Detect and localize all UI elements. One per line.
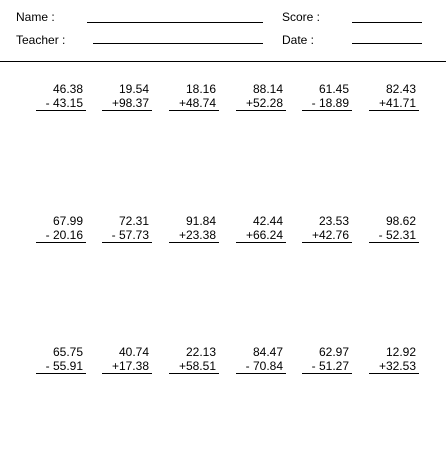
subtraction-problem <box>369 214 419 243</box>
subtraction-problem <box>236 214 286 243</box>
subtraction-problem <box>169 82 219 111</box>
teacher-label: Teacher : <box>16 33 66 47</box>
subtraction-problem <box>369 345 419 374</box>
score-blank[interactable] <box>352 22 422 23</box>
subtraction-problem <box>102 82 152 111</box>
top-number: 61.45 <box>318 82 349 96</box>
bottom-number: +48.74 <box>169 96 219 111</box>
subtraction-problem <box>169 214 219 243</box>
header-divider <box>0 61 446 62</box>
top-number: 67.99 <box>52 214 83 228</box>
subtraction-problem <box>236 345 286 374</box>
top-number: 40.74 <box>118 345 149 359</box>
bottom-number: - 55.91 <box>36 359 86 374</box>
bottom-number: - 51.27 <box>302 359 352 374</box>
subtraction-problem <box>36 82 86 111</box>
top-number: 12.92 <box>385 345 416 359</box>
bottom-number: - 57.73 <box>102 228 152 243</box>
top-number: 65.75 <box>52 345 83 359</box>
subtraction-problem <box>36 345 86 374</box>
teacher-blank[interactable] <box>93 43 263 44</box>
top-number: 72.31 <box>118 214 149 228</box>
subtraction-problem <box>302 214 352 243</box>
bottom-number: +23.38 <box>169 228 219 243</box>
top-number: 88.14 <box>252 82 283 96</box>
top-number: 22.13 <box>185 345 216 359</box>
bottom-number: +17.38 <box>102 359 152 374</box>
top-number: 23.53 <box>318 214 349 228</box>
subtraction-problem <box>302 345 352 374</box>
top-number: 84.47 <box>252 345 283 359</box>
bottom-number: +41.71 <box>369 96 419 111</box>
subtraction-problem <box>369 82 419 111</box>
top-number: 46.38 <box>52 82 83 96</box>
bottom-number: - 20.16 <box>36 228 86 243</box>
top-number: 19.54 <box>118 82 149 96</box>
bottom-number: - 70.84 <box>236 359 286 374</box>
subtraction-problem <box>36 214 86 243</box>
subtraction-problem <box>102 214 152 243</box>
date-blank[interactable] <box>352 43 422 44</box>
bottom-number: +52.28 <box>236 96 286 111</box>
top-number: 98.62 <box>385 214 416 228</box>
top-number: 42.44 <box>252 214 283 228</box>
top-number: 91.84 <box>185 214 216 228</box>
date-label: Date : <box>282 33 315 47</box>
name-label: Name : <box>16 10 55 24</box>
subtraction-problem <box>236 82 286 111</box>
subtraction-problem <box>169 345 219 374</box>
bottom-number: - 43.15 <box>36 96 86 111</box>
bottom-number: +58.51 <box>169 359 219 374</box>
bottom-number: - 52.31 <box>369 228 419 243</box>
score-label: Score : <box>282 10 321 24</box>
bottom-number: - 18.89 <box>302 96 352 111</box>
name-blank[interactable] <box>87 22 263 23</box>
subtraction-problem <box>102 345 152 374</box>
bottom-number: +66.24 <box>236 228 286 243</box>
bottom-number: +32.53 <box>369 359 419 374</box>
top-number: 18.16 <box>185 82 216 96</box>
bottom-number: +98.37 <box>102 96 152 111</box>
bottom-number: +42.76 <box>302 228 352 243</box>
top-number: 62.97 <box>318 345 349 359</box>
top-number: 82.43 <box>385 82 416 96</box>
subtraction-problem <box>302 82 352 111</box>
